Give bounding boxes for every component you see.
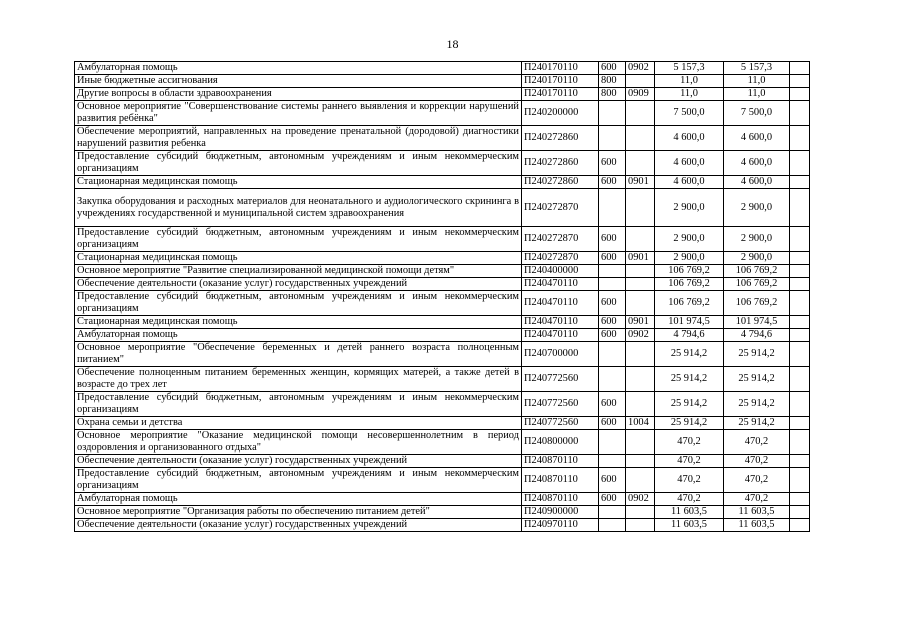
table-row [75,506,810,519]
expense-type-cell [599,455,626,468]
expense-type-cell: 600 [599,468,626,493]
amount-year1-cell: 25 914,2 [655,417,724,430]
budget-table [74,61,810,532]
amount-year2-cell: 2 900,0 [724,189,790,227]
amount-year1-cell: 101 974,5 [655,316,724,329]
table-row [75,430,810,455]
row-name-cell: Обеспечение мероприятий, направленных на проведение пренатальной (дородовой) диагностики нарушений развития ребенка [75,126,522,151]
amount-year1-cell: 2 900,0 [655,252,724,265]
row-name-cell: Амбулаторная помощь [75,62,522,75]
amount-year1-cell: 106 769,2 [655,265,724,278]
row-name-cell: Основное мероприятие "Развитие специализированной медицинской помощи детям" [75,265,522,278]
amount-year1-cell: 470,2 [655,468,724,493]
target-code-cell: П240772560 [522,367,599,392]
row-name-cell: Основное мероприятие "Совершенствование системы раннего выявления и коррекции нарушений развития ребёнка" [75,101,522,126]
table-row [75,329,810,342]
section-code-cell: 1004 [626,417,655,430]
amount-year1-cell: 4 600,0 [655,126,724,151]
table-row [75,519,810,532]
expense-type-cell [599,265,626,278]
target-code-cell: П240470110 [522,329,599,342]
expense-type-cell: 600 [599,417,626,430]
row-name-cell: Обеспечение полноценным питанием беременных женщин, кормящих матерей, а также детей в возрасте до трех лет [75,367,522,392]
section-code-cell [626,265,655,278]
section-code-cell [626,455,655,468]
row-name-cell: Предоставление субсидий бюджетным, автономным учреждениям и иным некоммерческим организациям [75,291,522,316]
expense-type-cell: 600 [599,252,626,265]
empty-cell [790,342,810,367]
table-row [75,189,810,227]
table-row [75,342,810,367]
row-name-cell: Предоставление субсидий бюджетным, автономным учреждениям и иным некоммерческим организациям [75,151,522,176]
target-code-cell: П240272860 [522,126,599,151]
target-code-cell: П240470110 [522,278,599,291]
table-row [75,455,810,468]
section-code-cell: 0901 [626,252,655,265]
section-code-cell [626,278,655,291]
section-code-cell [626,151,655,176]
amount-year2-cell: 5 157,3 [724,62,790,75]
target-code-cell: П240870110 [522,455,599,468]
page-number: 18 [446,37,459,51]
row-name-cell: Обеспечение деятельности (оказание услуг) государственных учреждений [75,278,522,291]
row-name-cell: Стационарная медицинская помощь [75,176,522,189]
table-row [75,367,810,392]
target-code-cell: П240400000 [522,265,599,278]
table-row [75,151,810,176]
amount-year1-cell: 25 914,2 [655,342,724,367]
empty-cell [790,329,810,342]
expense-type-cell: 600 [599,227,626,252]
empty-cell [790,101,810,126]
amount-year1-cell: 11 603,5 [655,506,724,519]
empty-cell [790,392,810,417]
amount-year2-cell: 101 974,5 [724,316,790,329]
target-code-cell: П240470110 [522,291,599,316]
expense-type-cell [599,189,626,227]
table-row [75,62,810,75]
table-row [75,88,810,101]
expense-type-cell [599,519,626,532]
expense-type-cell: 600 [599,62,626,75]
target-code-cell: П240272860 [522,176,599,189]
table-row [75,468,810,493]
target-code-cell: П240272870 [522,227,599,252]
section-code-cell: 0902 [626,62,655,75]
expense-type-cell: 600 [599,329,626,342]
amount-year2-cell: 106 769,2 [724,265,790,278]
table-row [75,392,810,417]
amount-year1-cell: 11,0 [655,88,724,101]
expense-type-cell [599,278,626,291]
expense-type-cell [599,367,626,392]
target-code-cell: П240170110 [522,75,599,88]
row-name-cell: Другие вопросы в области здравоохранения [75,88,522,101]
amount-year2-cell: 106 769,2 [724,291,790,316]
amount-year2-cell: 470,2 [724,455,790,468]
empty-cell [790,252,810,265]
section-code-cell [626,75,655,88]
section-code-cell [626,101,655,126]
expense-type-cell [599,126,626,151]
table-row [75,176,810,189]
target-code-cell: П240870110 [522,493,599,506]
section-code-cell [626,506,655,519]
amount-year2-cell: 2 900,0 [724,252,790,265]
amount-year2-cell: 11 603,5 [724,519,790,532]
empty-cell [790,493,810,506]
section-code-cell: 0902 [626,329,655,342]
table-row [75,291,810,316]
amount-year2-cell: 4 600,0 [724,176,790,189]
empty-cell [790,367,810,392]
target-code-cell: П240870110 [522,468,599,493]
amount-year2-cell: 470,2 [724,430,790,455]
empty-cell [790,519,810,532]
amount-year2-cell: 2 900,0 [724,227,790,252]
expense-type-cell: 800 [599,88,626,101]
empty-cell [790,291,810,316]
amount-year1-cell: 106 769,2 [655,291,724,316]
target-code-cell: П240272870 [522,189,599,227]
target-code-cell: П240700000 [522,342,599,367]
amount-year2-cell: 25 914,2 [724,367,790,392]
amount-year1-cell: 5 157,3 [655,62,724,75]
section-code-cell [626,367,655,392]
expense-type-cell: 800 [599,75,626,88]
table-row [75,252,810,265]
row-name-cell: Стационарная медицинская помощь [75,316,522,329]
amount-year2-cell: 7 500,0 [724,101,790,126]
target-code-cell: П240272870 [522,252,599,265]
amount-year1-cell: 4 600,0 [655,176,724,189]
target-code-cell: П240772560 [522,392,599,417]
section-code-cell: 0902 [626,493,655,506]
amount-year2-cell: 4 794,6 [724,329,790,342]
amount-year1-cell: 106 769,2 [655,278,724,291]
target-code-cell: П240200000 [522,101,599,126]
target-code-cell: П240970110 [522,519,599,532]
row-name-cell: Основное мероприятие "Обеспечение беременных и детей раннего возраста полноценным питанием" [75,342,522,367]
empty-cell [790,506,810,519]
amount-year1-cell: 470,2 [655,455,724,468]
section-code-cell [626,126,655,151]
row-name-cell: Охрана семьи и детства [75,417,522,430]
amount-year2-cell: 4 600,0 [724,126,790,151]
section-code-cell: 0909 [626,88,655,101]
expense-type-cell: 600 [599,493,626,506]
expense-type-cell: 600 [599,316,626,329]
empty-cell [790,455,810,468]
row-name-cell: Основное мероприятие "Оказание медицинской помощи несовершеннолетним в период оздоровления и организованного отдыха" [75,430,522,455]
row-name-cell: Предоставление субсидий бюджетным, автономным учреждениям и иным некоммерческим организациям [75,392,522,417]
expense-type-cell: 600 [599,291,626,316]
amount-year1-cell: 4 600,0 [655,151,724,176]
target-code-cell: П240772560 [522,417,599,430]
empty-cell [790,468,810,493]
expense-type-cell [599,430,626,455]
target-code-cell: П240272860 [522,151,599,176]
amount-year1-cell: 470,2 [655,493,724,506]
section-code-cell [626,430,655,455]
target-code-cell: П240800000 [522,430,599,455]
empty-cell [790,316,810,329]
amount-year1-cell: 25 914,2 [655,367,724,392]
section-code-cell [626,227,655,252]
row-name-cell: Амбулаторная помощь [75,329,522,342]
row-name-cell: Амбулаторная помощь [75,493,522,506]
empty-cell [790,75,810,88]
expense-type-cell [599,506,626,519]
table-row [75,278,810,291]
table-row [75,417,810,430]
expense-type-cell: 600 [599,176,626,189]
expense-type-cell [599,101,626,126]
empty-cell [790,126,810,151]
amount-year1-cell: 2 900,0 [655,189,724,227]
empty-cell [790,151,810,176]
empty-cell [790,417,810,430]
amount-year2-cell: 470,2 [724,468,790,493]
empty-cell [790,176,810,189]
amount-year2-cell: 11,0 [724,88,790,101]
amount-year2-cell: 11,0 [724,75,790,88]
amount-year2-cell: 25 914,2 [724,342,790,367]
amount-year2-cell: 470,2 [724,493,790,506]
row-name-cell: Иные бюджетные ассигнования [75,75,522,88]
target-code-cell: П240470110 [522,316,599,329]
section-code-cell [626,519,655,532]
empty-cell [790,189,810,227]
amount-year1-cell: 7 500,0 [655,101,724,126]
expense-type-cell: 600 [599,151,626,176]
section-code-cell: 0901 [626,316,655,329]
section-code-cell [626,468,655,493]
empty-cell [790,265,810,278]
table-row [75,316,810,329]
amount-year1-cell: 11,0 [655,75,724,88]
table-row [75,493,810,506]
target-code-cell: П240170110 [522,88,599,101]
table-row [75,126,810,151]
empty-cell [790,227,810,252]
section-code-cell [626,392,655,417]
table-row [75,227,810,252]
amount-year2-cell: 4 600,0 [724,151,790,176]
expense-type-cell [599,342,626,367]
section-code-cell: 0901 [626,176,655,189]
row-name-cell: Обеспечение деятельности (оказание услуг) государственных учреждений [75,519,522,532]
empty-cell [790,430,810,455]
amount-year2-cell: 106 769,2 [724,278,790,291]
section-code-cell [626,342,655,367]
empty-cell [790,278,810,291]
amount-year2-cell: 25 914,2 [724,392,790,417]
table-row [75,265,810,278]
section-code-cell [626,189,655,227]
row-name-cell: Обеспечение деятельности (оказание услуг) государственных учреждений [75,455,522,468]
row-name-cell: Стационарная медицинская помощь [75,252,522,265]
table-row [75,75,810,88]
amount-year2-cell: 25 914,2 [724,417,790,430]
amount-year2-cell: 11 603,5 [724,506,790,519]
empty-cell [790,62,810,75]
amount-year1-cell: 4 794,6 [655,329,724,342]
section-code-cell [626,291,655,316]
empty-cell [790,88,810,101]
amount-year1-cell: 2 900,0 [655,227,724,252]
row-name-cell: Предоставление субсидий бюджетным, автономным учреждениям и иным некоммерческим организациям [75,227,522,252]
table-body [75,62,810,532]
amount-year1-cell: 11 603,5 [655,519,724,532]
target-code-cell: П240900000 [522,506,599,519]
table-row [75,101,810,126]
target-code-cell: П240170110 [522,62,599,75]
row-name-cell: Закупка оборудования и расходных материалов для неонатального и аудиологического скрининга в учреждениях государственной и муниципальной систем здравоохранения [75,189,522,227]
row-name-cell: Предоставление субсидий бюджетным, автономным учреждениям и иным некоммерческим организациям [75,468,522,493]
amount-year1-cell: 25 914,2 [655,392,724,417]
expense-type-cell: 600 [599,392,626,417]
amount-year1-cell: 470,2 [655,430,724,455]
row-name-cell: Основное мероприятие "Организация работы по обеспечению питанием детей" [75,506,522,519]
